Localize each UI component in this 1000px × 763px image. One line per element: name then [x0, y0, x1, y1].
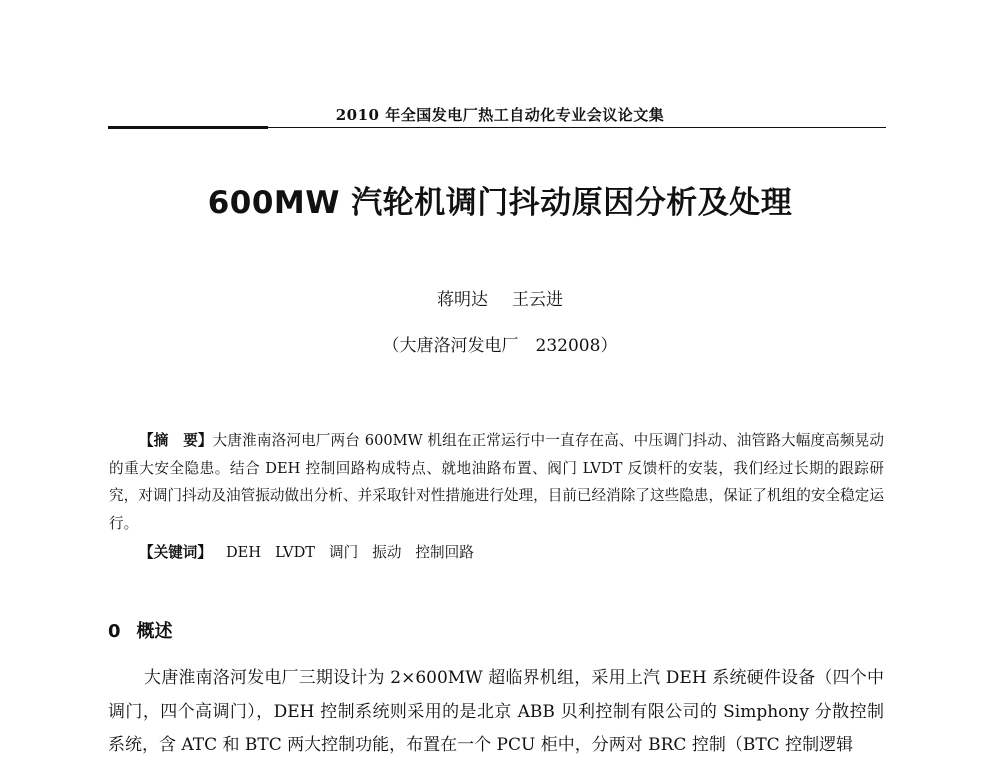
- section-number: 0: [108, 621, 121, 642]
- keyword: DEH: [225, 544, 262, 561]
- running-header: 2010 年全国发电厂热工自动化专业会议论文集: [335, 106, 665, 124]
- paper-title: 600MW 汽轮机调门抖动原因分析及处理: [207, 185, 793, 221]
- keywords-label: 【关键词】: [139, 544, 212, 561]
- header-rule: [108, 127, 886, 128]
- author-1: 蒋明达: [437, 290, 488, 310]
- keyword: 振动: [372, 544, 402, 561]
- section-paragraph: 大唐淮南洛河发电厂三期设计为 2×600MW 超临界机组，采用上汽 DEH 系统硬件设备（四个中调门，四个高调门），DEH 控制系统则采用的是北京 ABB 贝利控制有限公司的 Simphony 分散控制系统，含 ATC 和 BTC 两大控制功能，布置在一个 PCU 柜中，分两对 BRC 控制（BTC 控制逻辑: [108, 668, 884, 755]
- keywords: [139, 542, 474, 564]
- authors: [0, 285, 1000, 310]
- keyword: LVDT: [275, 544, 316, 561]
- keyword: 调门: [329, 544, 359, 561]
- section-heading: [108, 617, 173, 643]
- keyword: 控制回路: [415, 544, 474, 561]
- abstract: [109, 427, 884, 537]
- affiliation: （大唐洛河发电厂 232008）: [382, 336, 618, 356]
- author-2: 王云进: [512, 290, 563, 310]
- abstract-label: 【摘 要】: [139, 432, 213, 449]
- section-title: 概述: [136, 621, 173, 642]
- abstract-text: 大唐淮南洛河电厂两台 600MW 机组在正常运行中一直存在高、中压调门抖动、油管路大幅度高频晃动的重大安全隐患。结合 DEH 控制回路构成特点、就地油路布置、阀门 LVDT 反馈杆的安装，我们经过长期的跟踪研究，对调门抖动及油管振动做出分析、并采取针对性措施进行处理，目前已经消除了这些隐患，保证了机组的安全稳定运行。: [109, 432, 884, 532]
